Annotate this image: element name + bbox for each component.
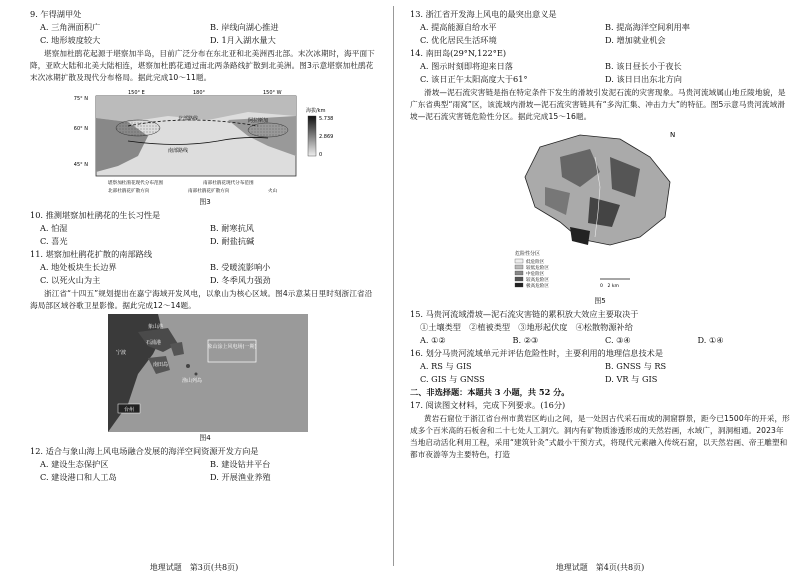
option: A. 提高能源自给水平 bbox=[420, 22, 497, 32]
option: A. 建设生态保护区 bbox=[40, 459, 109, 469]
q13-stem: 13. 浙江省开发海上风电的最突出意义是 bbox=[410, 9, 557, 19]
q11-stem: 11. 堪察加杜鹃花扩散的南部路线 bbox=[30, 249, 153, 259]
lon-label: 180° bbox=[193, 90, 206, 96]
figure-5-hazard-map bbox=[500, 127, 700, 295]
option: D. 该日日出东北方向 bbox=[605, 74, 682, 84]
figure-4-satellite bbox=[108, 314, 308, 432]
elevation-legend-bar bbox=[308, 116, 316, 156]
map-label: 北部路线 bbox=[178, 116, 199, 122]
q12-stem: 12. 适合与象山海上风电场融合发展的海洋空间资源开发方向是 bbox=[30, 446, 259, 456]
section-heading: 二、非选择题：本题共 3 小题，共 52 分。 bbox=[410, 387, 570, 397]
option: C. 地形坡度较大 bbox=[40, 35, 101, 45]
option: B. 该日昼长小于夜长 bbox=[605, 61, 682, 71]
option: C. 优化居民生活环境 bbox=[420, 35, 497, 45]
option: C. GIS 与 GNSS bbox=[420, 374, 485, 384]
q16-stem: 16. 划分马贵河流域单元并评估危险性时，主要利用的地理信息技术是 bbox=[410, 348, 664, 358]
q17-stem: 17. 阅读图文材料，完成下列要求。(16分) bbox=[410, 400, 566, 410]
option: B. 耐寒抗风 bbox=[210, 223, 254, 233]
legend-item: 北部杜鹃花扩散方向 bbox=[108, 189, 150, 194]
legend-item: 南部杜鹃花扩散方向 bbox=[188, 189, 230, 194]
map-label: 台州 bbox=[123, 407, 135, 413]
column-divider bbox=[393, 6, 394, 566]
option: A. 地处板块生长边界 bbox=[40, 262, 117, 272]
legend-item: 火山 bbox=[268, 189, 278, 194]
legend-item: 中危险区 bbox=[526, 272, 545, 277]
legend-value: 0 bbox=[319, 152, 323, 158]
figure-caption: 图4 bbox=[199, 434, 211, 442]
legend-item: 较低危险区 bbox=[526, 266, 549, 271]
page-footer: 地理试题 第3页(共8页) bbox=[149, 563, 239, 572]
legend-swatch bbox=[515, 283, 523, 287]
legend-item: 堪察加杜鹃花现代分布范围 bbox=[108, 181, 164, 186]
lat-label: 60° N bbox=[73, 126, 88, 132]
option: D. 冬季风力强劲 bbox=[210, 275, 271, 285]
lon-label: 150° E bbox=[128, 90, 145, 96]
figure-caption: 图5 bbox=[594, 297, 606, 305]
legend-value: 2.869 bbox=[319, 134, 334, 140]
option: B. 受暖流影响小 bbox=[210, 262, 271, 272]
option: D. ①④ bbox=[697, 335, 724, 345]
legend-swatch bbox=[515, 265, 523, 269]
option: B. ②③ bbox=[512, 335, 539, 345]
legend-item: 南部杜鹃花现代分布范围 bbox=[203, 181, 254, 186]
option: C. 以死火山为主 bbox=[40, 275, 101, 285]
option: B. 建设钻井平台 bbox=[210, 459, 271, 469]
material-paragraph: 浙江省“十四五”规划提出在嘉宁海域开发风电，以象山为核心区域。图4示意某日里时刻浙江省沿海局部区域谷歌卫星影像。据此完成12～14题。 bbox=[30, 289, 373, 310]
q15-options bbox=[410, 334, 790, 347]
q15-statements: ①土壤类型 ②植被类型 ③地形起伏度 ④松散物源补给 bbox=[420, 322, 633, 332]
map-label: 石浦港 bbox=[146, 340, 162, 346]
map-label: 阿拉斯加 bbox=[248, 118, 269, 124]
left-page bbox=[0, 0, 388, 579]
option: C. 该日正午太阳高度大于61° bbox=[420, 74, 528, 84]
q10-stem: 10. 推测堪察加杜鹃花的生长习性是 bbox=[30, 210, 161, 220]
legend-item: 较高危险区 bbox=[526, 278, 549, 283]
island bbox=[195, 373, 198, 376]
legend-item: 低危险区 bbox=[526, 260, 545, 265]
legend-title: 危险性分区 bbox=[515, 251, 541, 257]
lat-label: 45° N bbox=[73, 162, 88, 168]
q9-stem: 9. 乍得湖甲处 bbox=[30, 9, 82, 19]
q16-options bbox=[410, 360, 790, 386]
legend-title: 海拔/km bbox=[306, 108, 326, 114]
q12-options bbox=[30, 458, 380, 484]
map-label: 象山涂上风电场(一期) bbox=[207, 344, 257, 350]
map-label: 南田岛 bbox=[153, 362, 169, 368]
q14-options bbox=[410, 60, 790, 86]
q15-stem: 15. 马贵河流域滑坡—泥石流灾害链的累积放大效应主要取决于 bbox=[410, 309, 639, 319]
option: A. ①② bbox=[420, 335, 446, 345]
option: B. 提高海洋空间利用率 bbox=[605, 22, 690, 32]
q14-stem: 14. 南田岛(29°N,122°E) bbox=[410, 48, 507, 58]
option: B. GNSS 与 RS bbox=[605, 361, 667, 371]
option: D. 开展渔业养殖 bbox=[210, 472, 271, 482]
material-paragraph: 堪察加杜鹃花起源于堪察加半岛，目前广泛分布在东北亚和北美洲西北部。末次冰期时，海平面下降，亚欧大陆和北美大陆相连，堪察加杜鹃花通过南北两条路线扩散到北美洲。图3示意堪察加杜鹃花末次冰期扩散及现代分布格局。据此完成10～11题。 bbox=[30, 49, 375, 82]
q13-options bbox=[410, 21, 790, 47]
option: A. RS 与 GIS bbox=[420, 361, 472, 371]
q11-options bbox=[30, 261, 380, 287]
option: B. 岸线向湖心推进 bbox=[210, 22, 279, 32]
legend-item: 极高危险区 bbox=[526, 284, 549, 289]
option: D. 耐盐抗碱 bbox=[210, 236, 255, 246]
material-paragraph: 黄岩石窟位于浙江省台州市黄岩区屿山之间，是一处因古代采石而成的洞窟群景，距今已1500年的开采，形成多个百米高的石板舍和二十七处人工洞穴。洞内有矿物质渗透形成的天然岩画，水域广，洞洞相通。2023年当地启动活化利用工程，采用“建筑针灸”式最小干预方式，将现代元素融入传统石窟，以天然岩画、帝王雕塑和都市夜游等为主要特色，打造 bbox=[410, 414, 790, 459]
legend-swatch bbox=[515, 259, 523, 263]
map-label: 象山港 bbox=[148, 324, 164, 330]
legend-swatch bbox=[515, 271, 523, 275]
legend-value: 5.738 bbox=[319, 116, 334, 122]
option: A. 图示时刻即将迎来日落 bbox=[420, 61, 513, 71]
option: C. 建设港口和人工岛 bbox=[40, 472, 117, 482]
scale-label: 0 2 km bbox=[600, 284, 620, 289]
map-label: 渔山列岛 bbox=[182, 378, 203, 384]
option: A. 三角洲面积广 bbox=[40, 22, 101, 32]
right-page bbox=[400, 0, 800, 579]
option: D. 1月入湖水量大 bbox=[210, 35, 276, 45]
q9-options bbox=[30, 21, 380, 47]
map-label: 南部路线 bbox=[168, 148, 189, 154]
q10-options bbox=[30, 222, 380, 248]
option: C. ③④ bbox=[605, 335, 631, 345]
figure-3-map bbox=[68, 86, 358, 196]
lon-label: 150° W bbox=[263, 90, 282, 96]
legend-swatch bbox=[515, 277, 523, 281]
figure-caption: 图3 bbox=[199, 198, 211, 206]
lat-label: 75° N bbox=[73, 96, 88, 102]
option: C. 喜光 bbox=[40, 236, 68, 246]
island bbox=[186, 364, 190, 368]
material-paragraph: 滑坡—泥石流灾害链是指在特定条件下发生的滑坡引发泥石流的灾害现象。马贵河流域属山地丘陵地貌，是广东省典型“雨窝”区，该流域内滑坡—泥石流灾害链具有“多沟汇集、冲击力大”的特征。图5示意马贵河流域滑坡—泥石流灾害链危险性分区。据此完成15～16题。 bbox=[410, 88, 786, 121]
map-label: 宁波 bbox=[116, 350, 127, 356]
option: D. 增加就业机会 bbox=[605, 35, 666, 45]
page-footer: 地理试题 第4页(共8页) bbox=[555, 563, 645, 572]
north-arrow: N bbox=[670, 131, 676, 139]
option: D. VR 与 GIS bbox=[605, 374, 658, 384]
option: A. 怕湿 bbox=[40, 223, 68, 233]
